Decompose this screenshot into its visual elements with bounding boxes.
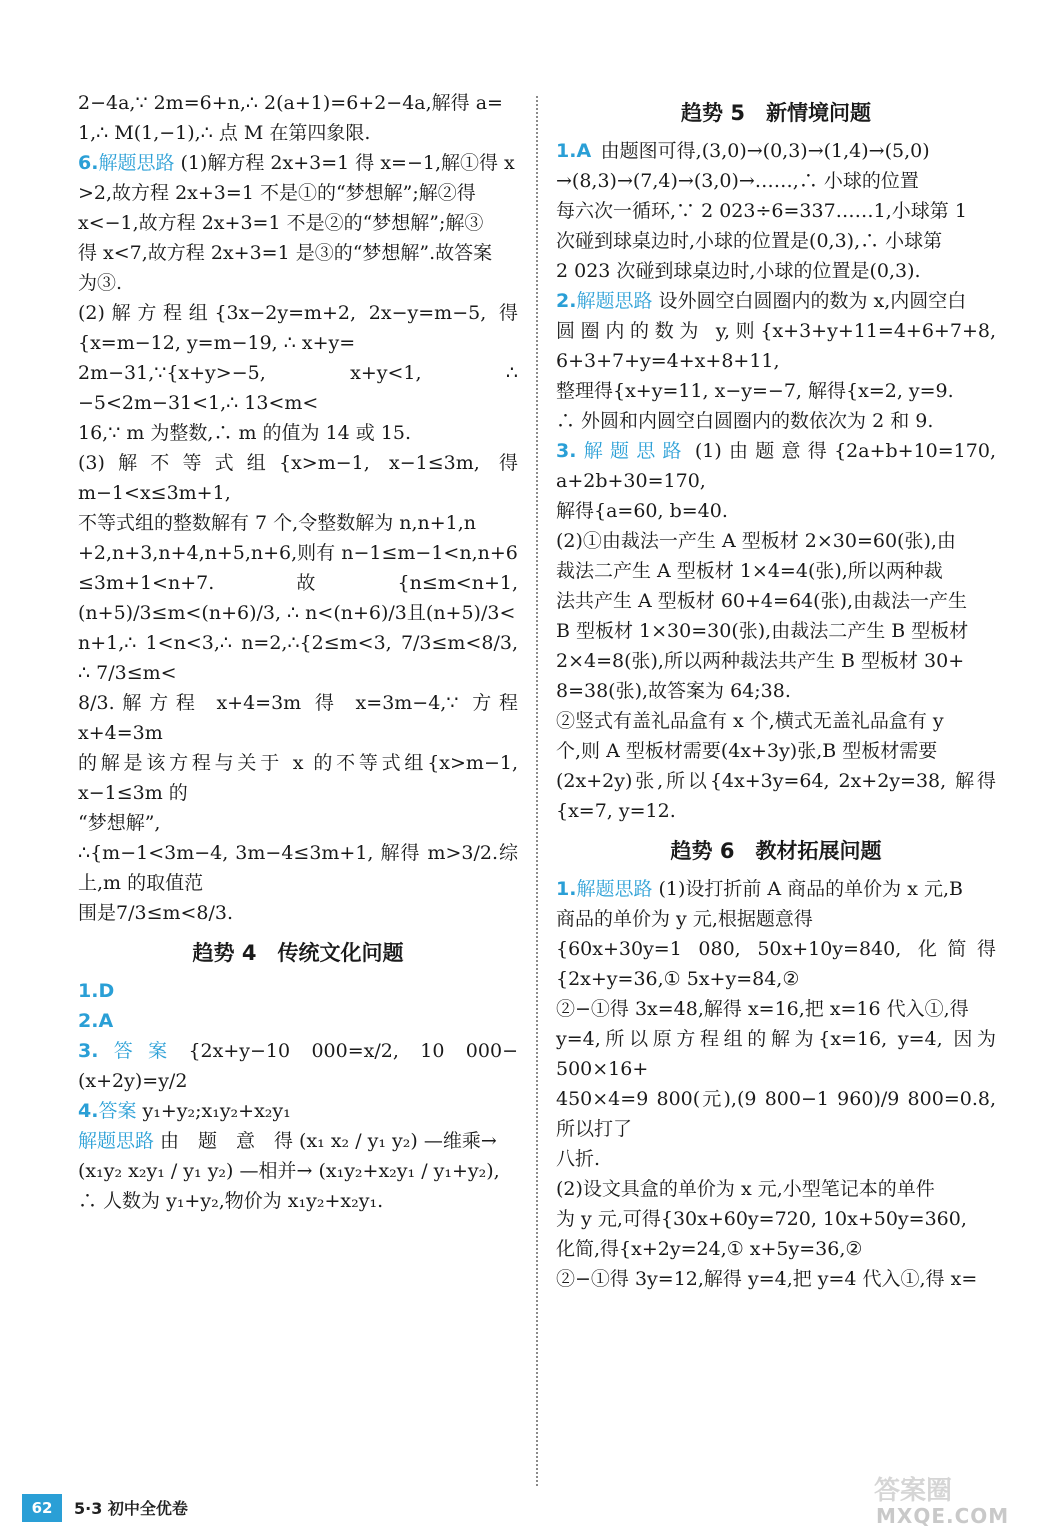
text-line: 为 y 元,可得{30x+60y=720, 10x+50y=360, — [556, 1208, 967, 1230]
text-line: ②−①得 3x=48,解得 x=16,把 x=16 代入①,得 — [556, 998, 969, 1020]
text-line: →(8,3)→(7,4)→(3,0)→……,∴ 小球的位置 — [556, 170, 919, 192]
column-divider — [536, 96, 538, 1486]
text-line: (1)由题意得{2a+b+10=170, a+2b+30=170, — [556, 440, 996, 492]
text-line: 由题图可得,(3,0)→(0,3)→(1,4)→(5,0) — [600, 140, 930, 162]
text-line: ②竖式有盖礼品盒有 x 个,横式无盖礼品盒有 y — [556, 710, 944, 732]
text-line: (2)①由裁法一产生 A 型板材 2×30=60(张),由 — [556, 530, 956, 552]
text-line: 不等式组的整数解有 7 个,令整数解为 n,n+1,n — [78, 512, 477, 534]
answer-text: 1.D — [78, 980, 115, 1002]
answer-2 — [78, 1006, 518, 1036]
text-line: n+1,∴ 1<n<3,∴ n=2,∴{2≤m<3, 7/3≤m<8/3, ∴ 7/3≤m< — [78, 632, 518, 684]
text-line: {60x+30y=1 080, 50x+10y=840, 化简得{2x+y=36,① 5x+y=84,② — [556, 938, 996, 990]
watermark-logo: 答案圈 — [874, 1476, 953, 1506]
text-line: +2,n+3,n+4,n+5,n+6,则有 n−1≤m−1<n,n+6 — [78, 542, 518, 564]
text-line: 8/3.解方程 x+4=3m 得 x=3m−4,∵ 方程 x+4=3m — [78, 692, 518, 744]
answer-tag: 答案 — [98, 1040, 183, 1062]
question-number: 1. — [556, 878, 577, 900]
answer-tag: 答案 — [98, 1100, 137, 1122]
page-number: 62 — [22, 1494, 62, 1522]
watermark-site: MXQE.COM — [876, 1504, 1010, 1528]
text-line: y=4,所以原方程组的解为{x=16, y=4, 因为 500×16+ — [556, 1028, 996, 1080]
solution-tag: 解题思路 — [98, 152, 175, 174]
question-3 — [556, 436, 996, 496]
question-2 — [556, 286, 996, 316]
text-line: 的解是该方程与关于 x 的不等式组{x>m−1, x−1≤3m 的 — [78, 752, 518, 804]
text-line: 8=38(张),故答案为 64;38. — [556, 680, 791, 702]
text-line: 商品的单价为 y 元,根据题意得 — [556, 908, 813, 930]
text-line: 2m−31,∵{x+y>−5, x+y<1, ∴ −5<2m−31<1,∴ 13<m< — [78, 362, 518, 414]
text-line: 化简,得{x+2y=24,① x+5y=36,② — [556, 1238, 863, 1260]
text-line: (3)解不等式组{x>m−1, x−1≤3m, 得 m−1<x≤3m+1, — [78, 452, 518, 504]
answer-text: 2.A — [78, 1010, 114, 1032]
question-number: 1.A — [556, 140, 592, 162]
text-line: 圆圈内的数为 y,则{x+3+y+11=4+6+7+8, 6+3+7+y=4+x+8+11, — [556, 320, 996, 372]
question-6 — [78, 148, 518, 178]
text-line: 次碰到球桌边时,小球的位置是(0,3),∴ 小球第 — [556, 230, 943, 252]
text-line: 设外圆空白圆圈内的数为 x,内圆空白 — [658, 290, 967, 312]
text-line: 法共产生 A 型板材 60+4=64(张),由裁法一产生 — [556, 590, 967, 612]
text-line: 16,∵ m 为整数,∴ m 的值为 14 或 15. — [78, 422, 412, 444]
section-heading-5: 趋势 5 新情境问题 — [681, 101, 871, 125]
text-line: 得 x<7,故方程 2x+3=1 是③的“梦想解”.故答案 — [78, 242, 493, 264]
page-footer — [0, 1492, 260, 1526]
text-line: ∴ 人数为 y₁+y₂,物价为 x₁y₂+x₂y₁. — [78, 1190, 384, 1212]
solution-4 — [78, 1126, 518, 1156]
text-line: (2)设文具盒的单价为 x 元,小型笔记本的单件 — [556, 1178, 935, 1200]
text-line: “梦想解”, — [78, 812, 161, 834]
text-line: (2)解方程组{3x−2y=m+2, 2x−y=m−5, 得{x=m−12, y=m−19, ∴ x+y= — [78, 302, 518, 354]
text-line: ②−①得 3y=12,解得 y=4,把 y=4 代入①,得 x= — [556, 1268, 978, 1290]
right-column — [556, 88, 996, 1294]
text-line: 个,则 A 型板材需要(4x+3y)张,B 型板材需要 — [556, 740, 938, 762]
text-line: 围是7/3≤m<8/3. — [78, 902, 234, 924]
section-heading-6: 趋势 6 教材拓展问题 — [670, 839, 882, 863]
question-number: 3. — [556, 440, 577, 462]
answer-3 — [78, 1036, 518, 1096]
text-line: (2x+2y)张,所以{4x+3y=64, 2x+2y=38, 解得{x=7, y=12. — [556, 770, 996, 822]
solution-tag: 解题思路 — [576, 290, 653, 312]
text-line: (x₁y₂ x₂y₁ / y₁ y₂) —相并→ (x₁y₂+x₂y₁ / y₁+y₂), — [78, 1160, 500, 1182]
text-line: 2 023 次碰到球桌边时,小球的位置是(0,3). — [556, 260, 921, 282]
question-number: 3. — [78, 1040, 99, 1062]
text-line: >2,故方程 2x+3=1 不是①的“梦想解”;解②得 — [78, 182, 476, 204]
section-heading-4: 趋势 4 传统文化问题 — [192, 941, 404, 965]
text-line: 整理得{x+y=11, x−y=−7, 解得{x=2, y=9. — [556, 380, 954, 402]
text-line: 450×4=9 800(元),(9 800−1 960)/9 800=0.8,所以打了 — [556, 1088, 996, 1140]
text-line: B 型板材 1×30=30(张),由裁法二产生 B 型板材 — [556, 620, 969, 642]
text-line: 八折. — [556, 1148, 601, 1170]
text-line: 由 题 意 得 (x₁ x₂ / y₁ y₂) —维乘→ — [160, 1130, 497, 1152]
solution-tag: 解题思路 — [78, 1130, 155, 1152]
text-line: {2x+y−10 000=x/2, 10 000−(x+2y)=y/2 — [78, 1040, 518, 1092]
question-number: 4. — [78, 1100, 99, 1122]
text-line: ≤3m+1<n+7.故{n≤m<n+1, (n+5)/3≤m<(n+6)/3, ∴ n<(n+6)/3且(n+5)/3< — [78, 572, 518, 624]
question-number: 6. — [78, 152, 99, 174]
question-number: 2. — [556, 290, 577, 312]
solution-tag: 解题思路 — [576, 878, 653, 900]
left-column — [78, 88, 518, 1216]
answer-text: y₁+y₂;x₁y₂+x₂y₁ — [142, 1100, 291, 1122]
text-line: 裁法二产生 A 型板材 1×4=4(张),所以两种裁 — [556, 560, 943, 582]
answer-4 — [78, 1096, 518, 1126]
solution-tag: 解题思路 — [576, 440, 689, 462]
text-line: 解得{a=60, b=40. — [556, 500, 728, 522]
text-line: (1)解方程 2x+3=1 得 x=−1,解①得 x — [180, 152, 515, 174]
text-line: 2−4a,∵ 2m=6+n,∴ 2(a+1)=6+2−4a,解得 a= — [78, 92, 503, 114]
text-line: (1)设打折前 A 商品的单价为 x 元,B — [658, 878, 963, 900]
watermark — [866, 1468, 1042, 1530]
answer-1 — [78, 976, 518, 1006]
text-line: ∴{m−1<3m−4, 3m−4≤3m+1, 解得 m>3/2.综上,m 的取值范 — [78, 842, 518, 894]
text-line: 1,∴ M(1,−1),∴ 点 M 在第四象限. — [78, 122, 371, 144]
text-line: 2×4=8(张),所以两种裁法共产生 B 型板材 30+ — [556, 650, 965, 672]
book-title: 5·3 初中全优卷 — [74, 1499, 188, 1518]
question-6-1 — [556, 874, 996, 904]
text-line: x<−1,故方程 2x+3=1 不是②的“梦想解”;解③ — [78, 212, 484, 234]
question-1 — [556, 136, 996, 166]
text-line: 每六次一循环,∵ 2 023÷6=337……1,小球第 1 — [556, 200, 967, 222]
text-line: 为③. — [78, 272, 123, 294]
text-line: ∴ 外圆和内圆空白圆圈内的数依次为 2 和 9. — [556, 410, 934, 432]
